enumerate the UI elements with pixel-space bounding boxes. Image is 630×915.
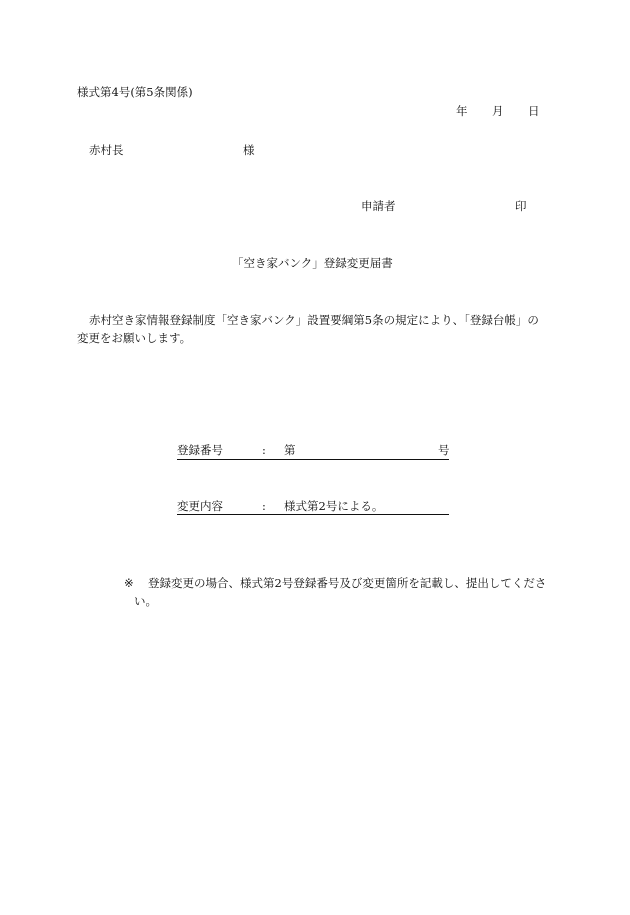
addressee-name: 赤村長 — [89, 143, 124, 157]
registration-number-prefix: 第 — [284, 443, 296, 457]
change-content-colon: : — [262, 499, 266, 513]
registration-number-suffix: 号 — [438, 443, 450, 457]
registration-number-colon: : — [262, 443, 266, 457]
addressee-honorific: 様 — [243, 143, 255, 157]
note-line-1: 登録変更の場合、様式第2号登録番号及び変更箇所を記載し、提出してくださ — [148, 576, 547, 590]
body-line-1: 赤村空き家情報登録制度「空き家バンク」設置要綱第5条の規定により、「登録台帳」の — [89, 313, 539, 327]
document-title: 「空き家バンク」登録変更届書 — [232, 256, 393, 270]
registration-number-label: 登録番号 — [177, 443, 223, 457]
change-content-value: 様式第2号による。 — [284, 499, 384, 513]
change-content-label: 変更内容 — [177, 499, 223, 513]
seal-label: 印 — [515, 199, 527, 213]
date-month-label: 月 — [492, 104, 504, 118]
form-number: 様式第4号(第5条関係) — [77, 85, 193, 99]
date-year-label: 年 — [456, 104, 468, 118]
note-line-2: い。 — [134, 594, 157, 608]
note-mark: ※ — [124, 576, 134, 590]
applicant-label: 申請者 — [361, 199, 396, 213]
date-day-label: 日 — [528, 104, 540, 118]
body-line-2: 変更をお願いします。 — [77, 331, 192, 345]
